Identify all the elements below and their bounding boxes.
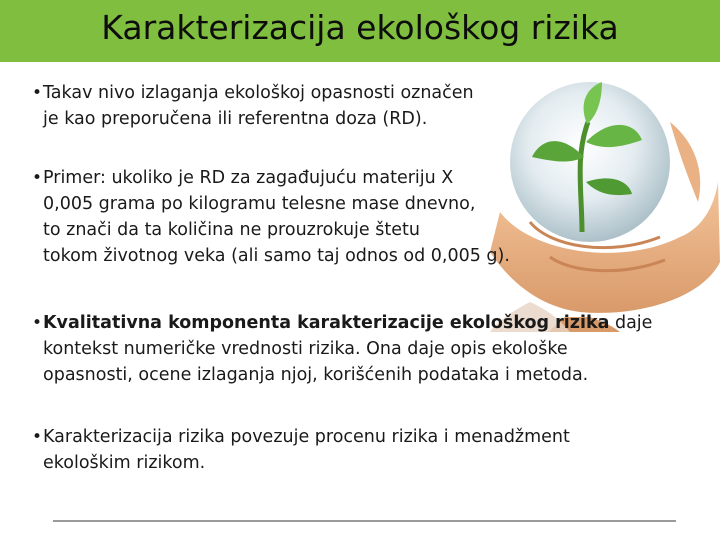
page-title: Karakterizacija ekološkog rizika [101,8,619,47]
bullet-text-risk-management: Karakterizacija rizika povezuje procenu rizika i menadžment ekološkim rizikom. [43,427,570,473]
bullet-marker: • [32,83,43,103]
bullet-text-continuation: daje kontekst numeričke vrednosti rizika. Ona daje opis ekološke opasnosti, ocene izlaganja njoj, korišćenih podataka i metoda. [43,313,653,385]
bullet-marker: • [32,313,43,333]
bullet-marker: • [32,168,43,188]
bullet-bold-heading: Kvalitativna komponenta karakterizacije ekološkog rizika [43,313,610,333]
bullet-text-qualitative-component [43,310,683,388]
bullet-text-reference-dose: Takav nivo izlaganja ekološkoj opasnosti označen je kao preporučena ili referentna doza (RD). [43,83,474,129]
bullet-text-example: Primer: ukoliko je RD za zagađujuću materiju X 0,005 grama po kilogramu telesne mase dnevno, to znači da ta količina ne prouzrokuje štetu tokom životnog veka (ali samo taj odnos od 0,005 g). [43,168,510,266]
bullet-marker: • [32,427,43,447]
bottom-divider [53,520,676,522]
